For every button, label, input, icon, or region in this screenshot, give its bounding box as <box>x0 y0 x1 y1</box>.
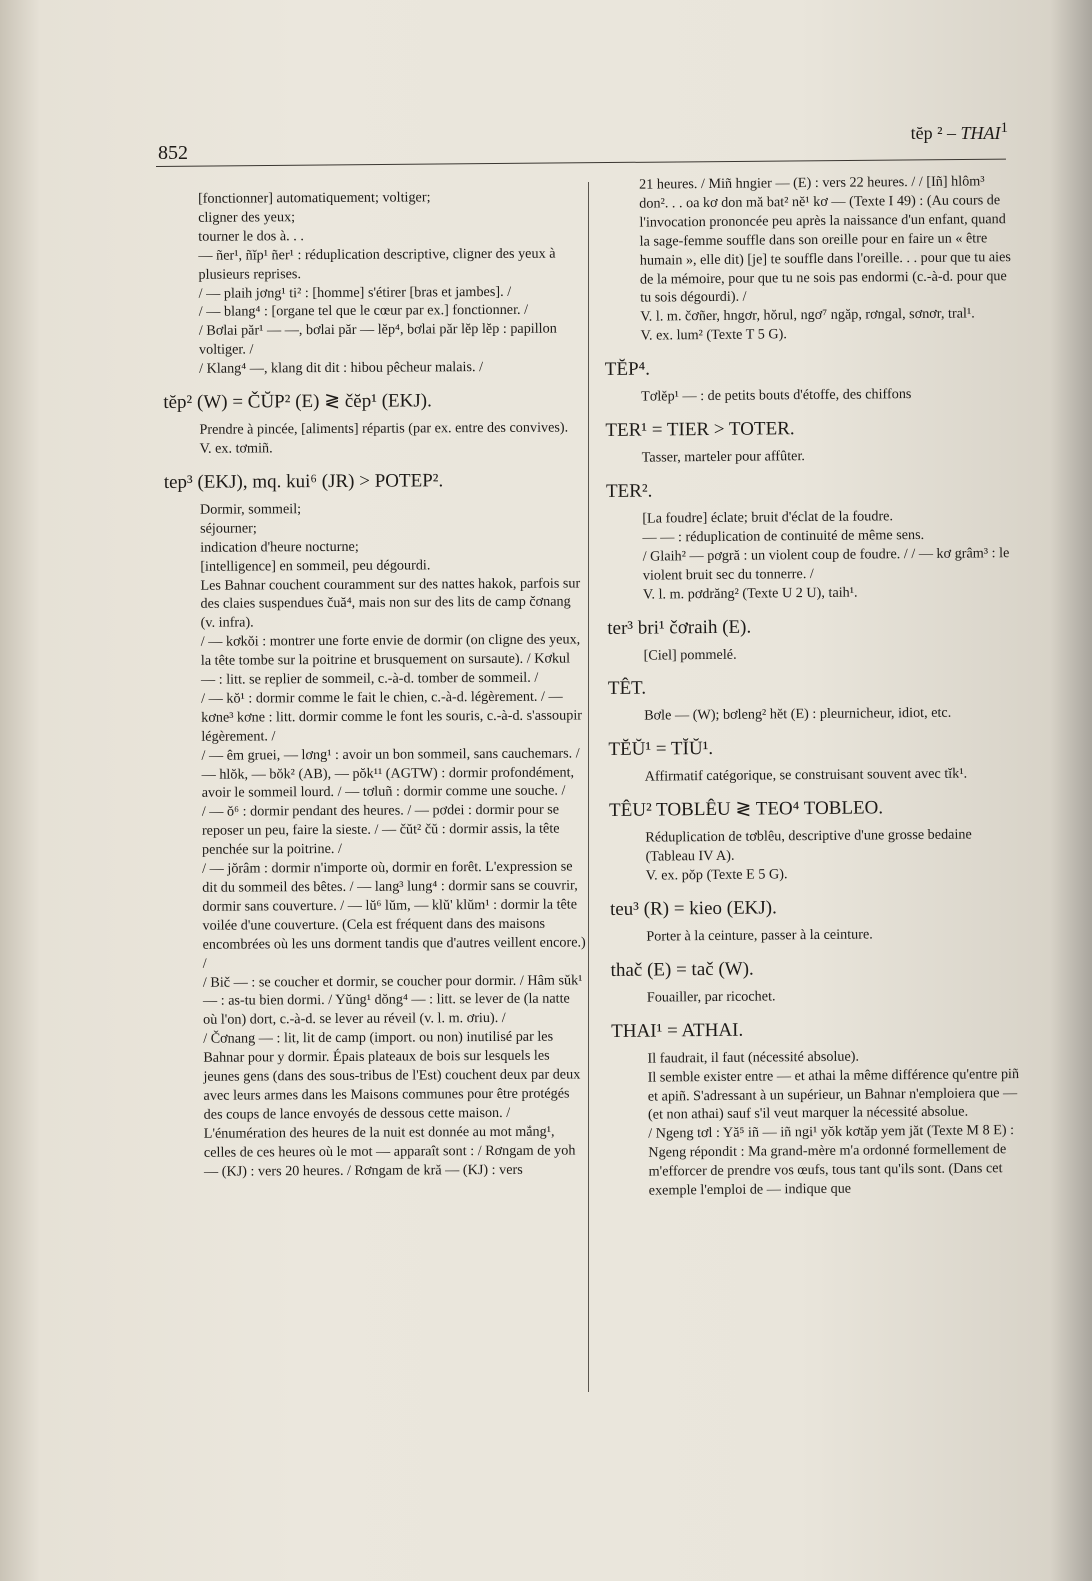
entry-text: / Bič — : se coucher et dormir, se coucher pour dormir. / Hâm sŭk¹ — : as-tu bien dormi. / Yŭng¹ dŏng⁴ — : litt. se lever de (la natte où l'on) dort, c.-à-d. se lever au réveil (v. l. m. ơriu). / <box>202 971 583 1029</box>
entry-text: séjourner; <box>200 520 257 537</box>
entry-headword: TÊU² TOBLÊU ≷ TEO⁴ TOBLEO. <box>608 797 884 822</box>
entry-text: / Klang⁴ —, klang dit dit : hibou pêcheur malais. / <box>199 359 484 377</box>
entry-text: [Ciel] pommelé. <box>643 646 737 664</box>
entry-text: Porter à la ceinture, passer à la ceinture. <box>646 926 873 945</box>
entry-text: Les Bahnar couchent couramment sur des nattes hakok, parfois sur des claies suspendues čuă⁴, mais non sur des lits de camp čơnang (v. infra). <box>200 574 581 632</box>
entry-text: / — kŏ¹ : dormir comme le fait le chien, c.-à-d. légèrement. / — kơne³ kơne : litt. dormir comme le font les souris, c.-à-d. s'assoupir légèrement. / <box>201 688 583 745</box>
entry-headword: TER¹ = TIER > TOTER. <box>605 418 795 442</box>
entry-headword: THAI¹ = ATHAI. <box>611 1019 744 1042</box>
entry-text: / Glaih² — pơgră : un violent coup de foudre. / / — kơ grâm³ : le violent bruit sec du tonnerre. / <box>642 544 1010 584</box>
entry-text: V. l. m. pơdrăng² (Texte U 2 U), taih¹. <box>642 584 858 603</box>
running-head <box>911 120 1008 144</box>
entry-text: / — kơkŏi : montrer une forte envie de dormir (on cligne des yeux, la tête tombe sur la poitrine et brusquement on sursaute). / Kơkul — : litt. se replier de sommeil, c.-à-d. tomber de sommeil. / <box>200 631 581 688</box>
entry-text: Réduplication de tơblêu, descriptive d'une grosse bedaine (Tableau IV A). <box>645 826 972 865</box>
entry-text: Bơle — (W); bơleng² hĕt (E) : pleurnicheur, idiot, etc. <box>644 705 952 725</box>
entry-text: Prendre à pincée, [aliments] répartis (par ex. entre des convives). <box>199 419 569 438</box>
entry-headword: ter³ bri¹ čơraih (E). <box>607 616 752 639</box>
right-column <box>603 172 1023 1201</box>
running-head-word: tĕp ² – <box>910 123 961 143</box>
entry-text: / — blang⁴ : [organe tel que le cœur par ex.] fonctionner. / <box>198 302 529 321</box>
entry-text: V. ex. lum² (Texte T 5 G). <box>640 326 787 344</box>
entry-text: indication d'heure nocturne; <box>200 538 359 556</box>
entry-text: / Bơlai păr¹ — —, bơlai păr — lĕp⁴, bơlai păr lĕp lĕp : papillon voltiger. / <box>198 320 557 359</box>
entry-text: Il faudrait, il faut (nécessité absolue). <box>647 1048 860 1067</box>
entry-text: / Ngeng tơl : Yă⁵ iñ — iñ ngi¹ yŏk kơtăp yem jăt (Texte M 8 E) : Ngeng répondit : Ma grand-mère m'a ordonné formellement de m'efforcer de prendre vos œufs, tous tant qu'ils sont. (Dans cet exemple l'emploi de — indique que <box>648 1122 1015 1199</box>
entry-text: tourner le dos à. . . <box>198 227 304 245</box>
entry-text: — ñer¹, ñĭp¹ ñer¹ : réduplication descriptive, cligner des yeux à plusieurs reprises. <box>198 245 556 283</box>
running-head-italic: THAI <box>960 123 1001 143</box>
entry-text: V. l. m. čơñer, hngơr, hŏrul, ngơ⁷ ngăp, rơngal, sơnơr, tral¹. <box>640 305 975 325</box>
entry-headword: TĔŬ¹ = TĬŬ¹. <box>608 738 714 761</box>
entry-text: Tơlĕp¹ — : de petits bouts d'étoffe, des chiffons <box>641 386 912 405</box>
entry-headword: thač (E) = tač (W). <box>610 958 754 981</box>
column-divider <box>588 182 589 1392</box>
entry-text: / — jŏrâm : dormir n'importe où, dormir en forêt. L'expression se dit du sommeil des bêtes. / — lang³ lung⁴ : dormir sans se couvrir, dormir sans couverture. / — lŭ⁶ lŭm, — klŭ' klŭm¹ : dormir la tête voilée d'une couverture. (Cela est fréquent dans des maisons encombrées où les uns dorment tandis que d'autres veillent encore.) / <box>202 858 586 972</box>
entry-text: / Čơnang — : lit, lit de camp (import. ou non) inutilisé par les Bahnar pour y dormir. Épais plateaux de bois sur lesquels les jeunes gens (dans des sous-tribus de l'Est) couchent deux par deux avec leurs armes dans les Maisons communes pour être protégés des coups de lance envoyés de dessous cette maison. / <box>203 1028 581 1123</box>
entry-text: Il semble exister entre — et athai la même différence qu'entre piñ et apiñ. S'adressant à un supérieur, un Bahnar n'emploiera que — (et non athai) sauf s'il veut marquer la nécessité absolue. <box>647 1065 1020 1124</box>
entry-headword: TÊT. <box>607 678 647 700</box>
entry-text: / — êm gruei, — lơng¹ : avoir un bon sommeil, sans cauchemars. / — hlŏk, — bŏk² (AB), — pŏk¹¹ (AGTW) : dormir profondément, avoir le sommeil lourd. / — tơluñ : dormir comme une souche. / <box>201 745 580 802</box>
entry-text: [intelligence] en sommeil, peu dégourdi. <box>200 556 431 575</box>
entry-headword: tep³ (EKJ), mq. kui⁶ (JR) > POTEP². <box>163 470 444 493</box>
running-head-sup: 1 <box>1000 120 1008 136</box>
entry-text: — — : réduplication de continuité de même sens. <box>642 526 925 546</box>
entry-headword: TĔP⁴. <box>604 358 651 381</box>
entry-text: [fonctionner] automatiquement; voltiger; <box>198 189 431 207</box>
left-column <box>162 187 588 1181</box>
entry-headword: tĕp² (W) = ČŬP² (E) ≷ čĕp¹ (EKJ). <box>163 390 432 414</box>
entry-text: Affirmatif catégorique, se construisant souvent avec tĭk¹. <box>644 765 968 785</box>
page-number: 852 <box>158 142 188 164</box>
entry-text: 21 heures. / Miñ hngier — (E) : vers 22 heures. / / [Iñ] hlôm³ don². . . oa kơ don mă bat² nĕ¹ kơ — (Texte I 49) : (Au cours de l'invocation prononcée peu après la naissance d'un enfant, quand la sage-femme souffle dans son oreille pour en faire un « être humain », elle dit) [je] te souffle dans l'oreille. . . pour que tu aies de la mémoire, pour que tu ne sois pas endormi (c.-à-d. pour que tu sois dégourdi). / <box>639 173 1011 307</box>
entry-text: Tasser, marteler pour affûter. <box>641 448 806 466</box>
entry-text: [La foudre] éclate; bruit d'éclat de la foudre. <box>642 508 894 527</box>
header-rule <box>156 159 1006 167</box>
entry-text: V. ex. pŏp (Texte E 5 G). <box>645 866 788 884</box>
entry-text: / — plaih jơng¹ ti² : [homme] s'étirer [bras et jambes]. / <box>198 283 512 302</box>
entry-text: Fouailler, par ricochet. <box>646 988 776 1006</box>
entry-text: Dormir, sommeil; <box>199 501 302 518</box>
entry-headword: teu³ (R) = kieo (EKJ). <box>609 897 777 920</box>
entry-text: cligner des yeux; <box>198 209 296 226</box>
entry-text: / — ŏ⁶ : dormir pendant des heures. / — pơdei : dormir pour se reposer un peu, faire la sieste. / — čŭt² čŭ : dormir assis, la tête penchée sur la poitrine. / <box>201 801 560 858</box>
entry-headword: TER². <box>605 480 653 502</box>
entry-text: L'énumération des heures de la nuit est donnée au mot mắng¹, celles de ces heures où le mot — apparaît sont : / Rơngam de yoh — (KJ) : vers 20 heures. / Rơngam de kră — (KJ) : vers <box>203 1123 576 1180</box>
entry-text: V. ex. tơmiñ. <box>199 440 273 457</box>
